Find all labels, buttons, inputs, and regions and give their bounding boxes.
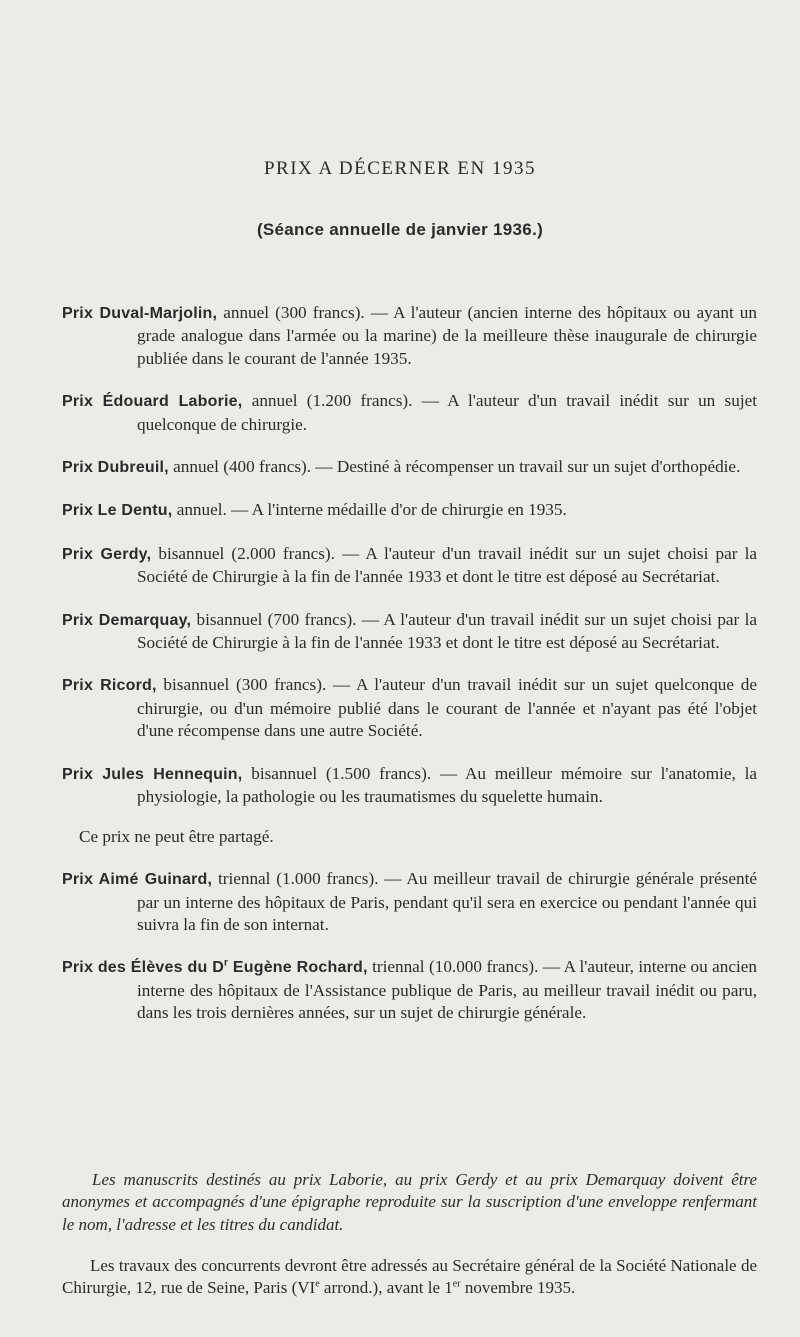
address-text: arrond.), avant le 1	[319, 1278, 453, 1298]
prize-note	[59, 826, 757, 848]
prize-list	[62, 302, 757, 1045]
prize-description: triennal (10.000 francs). — A l'auteur, interne ou ancien interne des hôpitaux de l'Assistance publique de Paris, au meilleur travail inédit ou paru, dans les trois dernières années, sur un sujet de chirurgie générale.	[137, 957, 757, 1023]
prize-description: annuel (400 francs). — Destiné à récompenser un travail sur un sujet d'orthopédie.	[168, 457, 741, 477]
prize-name-part: Prix des Élèves du D	[62, 959, 224, 977]
page-subtitle: (Séance annuelle de janvier 1936.)	[256, 220, 544, 239]
prize-description: annuel (300 francs). — A l'auteur (ancien interne des hôpitaux ou ayant un grade analogue dans l'armée ou la marine) de la meilleure thèse inaugurale de chirurgie publiée dans le courant de l'année 1935.	[137, 303, 757, 368]
prize-name: Prix Jules Hennequin,	[62, 765, 243, 783]
prize-name: Prix Édouard Laborie,	[62, 393, 243, 411]
prize-name-part: Eugène Rochard,	[228, 959, 368, 977]
prize-name: Prix Le Dentu,	[62, 502, 173, 520]
prize-entry-guinard	[62, 868, 757, 936]
prize-entry-gerdy	[62, 543, 757, 589]
prize-entry-ricord	[62, 674, 757, 742]
prize-name: Prix Duval-Marjolin,	[62, 305, 218, 322]
prize-name: Prix Ricord,	[62, 677, 157, 695]
submission-address	[62, 1255, 757, 1300]
address-superscript: er	[452, 1278, 461, 1290]
prize-description: annuel. — A l'interne médaille d'or de chirurgie en 1935.	[172, 500, 567, 520]
address-text: Les travaux des concurrents devront être adressés au Secrétaire général de la Société Nationale de Chirurgie, 12, rue de Seine, Paris (VI	[62, 1256, 757, 1298]
prize-entry-dubreuil	[62, 456, 757, 479]
page-title: PRIX A DÉCERNER EN 1935	[263, 158, 537, 179]
prize-name-superscript: r	[224, 957, 229, 969]
anonymity-notice: Les manuscrits destinés au prix Laborie, au prix Gerdy et au prix Demarquay doivent être anonymes et accompagnés d'une épigraphe reproduite sur la suscription d'une enveloppe renfermant le nom, l'adresse et les titres du candidat.	[62, 1170, 757, 1234]
address-text: novembre 1935.	[460, 1278, 576, 1298]
prize-entry-hennequin	[62, 763, 757, 809]
prize-name: Prix Dubreuil,	[62, 459, 169, 477]
prize-description: bisannuel (300 francs). — A l'auteur d'un travail inédit sur un sujet quelconque de chirurgie, ou d'un mémoire publié dans le courant de l'année et n'ayant pas été l'objet d'une récompense dans une autre Société.	[137, 675, 757, 741]
prize-name: Prix Demarquay,	[62, 611, 192, 629]
prize-name	[62, 959, 368, 976]
prize-name: Prix Gerdy,	[62, 545, 152, 563]
prize-entry-laborie	[62, 390, 757, 436]
prize-description: bisannuel (2.000 francs). — A l'auteur d'un travail inédit sur un sujet choisi par la Société de Chirurgie à la fin de l'année 1933 et dont le titre est déposé au Secrétariat.	[137, 543, 757, 587]
prize-description: annuel (1.200 francs). — A l'auteur d'un travail inédit sur un sujet quelconque de chirurgie.	[137, 391, 757, 434]
prize-description: bisannuel (700 francs). — A l'auteur d'un travail inédit sur un sujet choisi par la Société de Chirurgie à la fin de l'année 1933 et dont le titre est déposé au Secrétariat.	[137, 609, 758, 653]
address-superscript: e	[315, 1278, 320, 1290]
prize-description: triennal (1.000 francs). — Au meilleur travail de chirurgie générale présenté par un interne des hôpitaux de Paris, pendant qu'il sera en exercice ou pendant l'année qui suivra la fin de son internat.	[137, 869, 757, 934]
prize-note-text: Ce prix ne peut être partagé.	[79, 826, 274, 846]
prize-entry-le-dentu	[62, 499, 757, 522]
prize-name: Prix Aimé Guinard,	[62, 871, 213, 889]
prize-entry-duval-marjolin	[62, 302, 757, 370]
prize-description: bisannuel (1.500 francs). — Au meilleur mémoire sur l'anatomie, la physiologie, la pathologie ou les traumatismes du squelette humain.	[137, 763, 758, 807]
prize-entry-demarquay	[62, 609, 757, 655]
prize-entry-rochard	[62, 956, 757, 1024]
